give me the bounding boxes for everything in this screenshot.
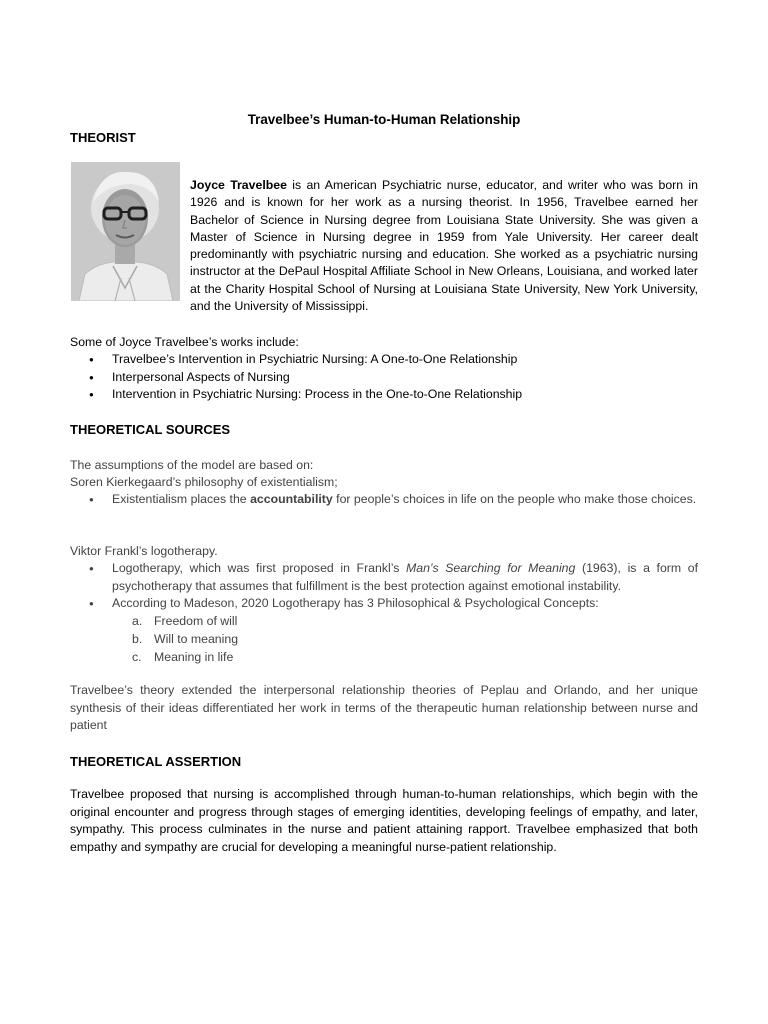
concept-text: Will to meaning (154, 631, 239, 646)
extension-paragraph: Travelbee’s theory extended the interpersonal relationship theories of Peplau and Orlando, and her unique synthesis of their ideas differentiated her work in terms of the therapeutic human relationship between nurse and patient (70, 683, 698, 733)
assertion-paragraph: Travelbee proposed that nursing is accomplished through human-to-human relationships, which begin with the original encounter and progress through stages of emerging identities, developing feelings of empathy, and later, sympathy. This process culminates in the nurse and patient attaining rapport. Travelbee emphasized that both empathy and sympathy are crucial for developing a meaningful nurse-patient relationship. (70, 787, 698, 854)
existentialism-list (70, 491, 698, 509)
works-intro: Some of Joyce Travelbee’s works include: (70, 335, 299, 349)
list-item (70, 491, 698, 509)
logotherapy-text-before: Logotherapy, which was first proposed in Frankl’s (112, 561, 407, 575)
list-item: ● Intervention in Psychiatric Nursing: Process in the One-to-One Relationship (70, 386, 698, 404)
concept-item (112, 613, 698, 631)
works-list (70, 351, 698, 404)
sources-intro: The assumptions of the model are based on: (70, 458, 314, 472)
existentialism-text-after: for people’s choices in life on the people who make those choices. (332, 492, 697, 506)
theorist-bio (190, 177, 698, 315)
document-title: Travelbee’s Human-to-Human Relationship (247, 112, 521, 127)
theorist-bio-text: is an American Psychiatric nurse, educator, and writer who was born in 1926 and is known for her work as a nursing theorist. In 1956, Travelbee earned her Bachelor of Science in Nursing degree from Louisiana State University. She was given a Master of Science in Nursing degree in 1959 from Yale University. Her career dealt predominantly with psychiatric nursing and education. She worked as a psychiatric nursing instructor at the DePaul Hospital Affiliate School in New Orleans, Louisiana, and worked later at the Charity Hospital School of Nursing at Louisiana State University, New York University, and the University of Mississippi. (190, 178, 698, 314)
book-title: Man’s Searching for Meaning (406, 561, 576, 575)
concept-item (112, 649, 698, 667)
theorist-portrait (71, 162, 180, 301)
concepts-list (112, 613, 698, 666)
accountability-bold: accountability (250, 492, 333, 506)
madeson-text: According to Madeson, 2020 Logotherapy has 3 Philosophical & Psychological Concepts: (112, 596, 599, 611)
logotherapy-list (70, 560, 698, 666)
concept-item (112, 631, 698, 649)
concept-label: a. (132, 614, 143, 629)
frankl-line: Viktor Frankl’s logotherapy. (70, 544, 218, 558)
concept-label: b. (132, 631, 143, 646)
list-item: ● Interpersonal Aspects of Nursing (70, 369, 698, 387)
heading-theorist: THEORIST (70, 130, 136, 145)
concept-label: c. (132, 649, 142, 664)
concept-text: Meaning in life (154, 649, 234, 664)
heading-theoretical-sources: THEORETICAL SOURCES (70, 422, 231, 437)
portrait-illustration (71, 162, 180, 301)
logotherapy-text-after: (1963), is a form of psychotherapy that assumes that fulfillment is the best protection against emotional instability. (112, 561, 698, 593)
kierkegaard-line: Soren Kierkegaard’s philosophy of existentialism; (70, 475, 338, 489)
list-item (70, 560, 698, 595)
heading-theoretical-assertion: THEORETICAL ASSERTION (70, 754, 242, 769)
theorist-name: Joyce Travelbee (190, 178, 287, 192)
concept-text: Freedom of will (154, 614, 238, 629)
existentialism-text-before: Existentialism places the (112, 492, 251, 506)
list-item: ● Travelbee’s Intervention in Psychiatric Nursing: A One-to-One Relationship (70, 351, 698, 369)
list-item (70, 595, 698, 666)
